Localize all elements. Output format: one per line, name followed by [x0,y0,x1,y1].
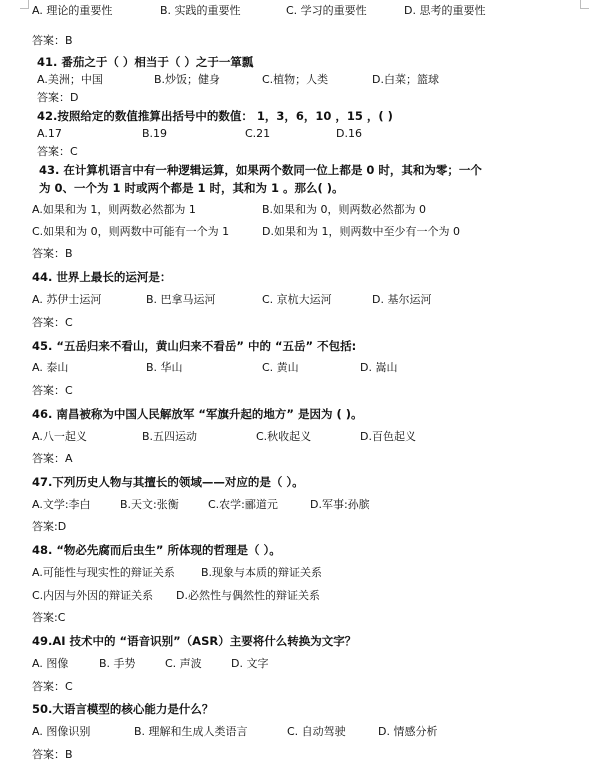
answer-option: A.可能性与现实性的辩证关系 [32,566,175,579]
answer-option: B.天文:张衡 [120,498,179,511]
question-text: 44. 世界上最长的运河是： [32,270,172,284]
answer-option: B.五四运动 [142,430,198,443]
answer-key: 答案：A [32,452,73,465]
answer-key: 答案：C [32,384,73,397]
answer-option: C. 黄山 [262,361,299,374]
answer-option: B. 理解和生成人类语言 [134,725,248,738]
question-text: 49.AI 技术中的 “语音识别”（ASR）主要将什么转换为文字？ [32,634,357,648]
answer-option: C. 自动驾驶 [287,725,346,738]
answer-option: B. 华山 [146,361,183,374]
question-text: 43. 在计算机语言中有一种逻辑运算，如果两个数同一位上都是 0 时，其和为零；一个 [39,163,482,177]
answer-option: D. 文字 [231,657,269,670]
answer-option: A.美洲；中国 [37,73,103,86]
answer-option: C. 学习的重要性 [286,4,367,17]
answer-key: 答案：B [32,34,73,47]
answer-option: B.19 [142,127,168,140]
answer-option: A. 图像识别 [32,725,91,738]
answer-key: 答案：B [32,247,73,260]
answer-option: D.必然性与偶然性的辩证关系 [176,589,320,602]
answer-key: 答案：B [32,748,73,761]
answer-option: D. 思考的重要性 [404,4,486,17]
answer-option: C. 声波 [165,657,202,670]
answer-option: D.白菜；篮球 [372,73,439,86]
answer-option: B.现象与本质的辩证关系 [201,566,323,579]
answer-option: B. 手势 [99,657,136,670]
answer-option: C. 京杭大运河 [262,293,332,306]
answer-option: C.秋收起义 [256,430,312,443]
question-text: 50.大语言模型的核心能力是什么？ [32,702,214,716]
answer-option: C.农学:郦道元 [208,498,278,511]
answer-key: 答案：D [37,91,79,104]
answer-option: C.如果和为 0，则两数中可能有一个为 1 [32,225,230,238]
question-text: 42.按照给定的数值推算出括号中的数值： 1，3，6，10 ，15 ，( ) [37,109,393,123]
question-text: 48. “物必先腐而后虫生” 所体现的哲理是（ ）。 [32,543,281,557]
answer-option: D. 情感分析 [378,725,438,738]
answer-option: B.如果和为 0，则两数必然都为 0 [262,203,427,216]
answer-key: 答案:C [32,611,66,624]
answer-option: C.植物；人类 [262,73,329,86]
answer-option: B. 巴拿马运河 [146,293,216,306]
answer-option: C.内因与外因的辩证关系 [32,589,154,602]
answer-option: A.17 [37,127,62,140]
answer-option: A.文学:李白 [32,498,91,511]
answer-key: 答案:D [32,520,67,533]
answer-option: A. 泰山 [32,361,69,374]
answer-option: D.百色起义 [360,430,416,443]
answer-option: B.炒饭；健身 [154,73,221,86]
answer-key: 答案：C [37,145,78,158]
answer-option: A.如果和为 1，则两数必然都为 1 [32,203,196,216]
question-text: 41. 番茄之于（ ）相当于（ ）之于一箪瓢 [37,55,254,69]
question-text: 46. 南昌被称为中国人民解放军 “军旗升起的地方” 是因为 ( )。 [32,407,363,421]
answer-option: C.21 [245,127,271,140]
page-corner-mark-right [580,0,589,9]
answer-option: A. 图像 [32,657,69,670]
answer-option: D.军事:孙膑 [310,498,370,511]
answer-option: A. 苏伊士运河 [32,293,102,306]
question-text: 47.下列历史人物与其擅长的领域——对应的是（ ）。 [32,475,304,489]
answer-key: 答案：C [32,316,73,329]
page-corner-mark-left [20,0,29,9]
question-text: 为 0、一个为 1 时或两个都是 1 时，其和为 1 。那么( )。 [39,181,344,195]
question-text: 45. “五岳归来不看山，黄山归来不看岳” 中的 “五岳” 不包括: [32,339,357,353]
answer-option: D. 嵩山 [360,361,398,374]
answer-option: A. 理论的重要性 [32,4,113,17]
answer-option: D. 基尔运河 [372,293,432,306]
answer-key: 答案：C [32,680,73,693]
answer-option: B. 实践的重要性 [160,4,241,17]
answer-option: A.八一起义 [32,430,87,443]
answer-option: D.如果和为 1，则两数中至少有一个为 0 [262,225,460,238]
answer-option: D.16 [336,127,362,140]
